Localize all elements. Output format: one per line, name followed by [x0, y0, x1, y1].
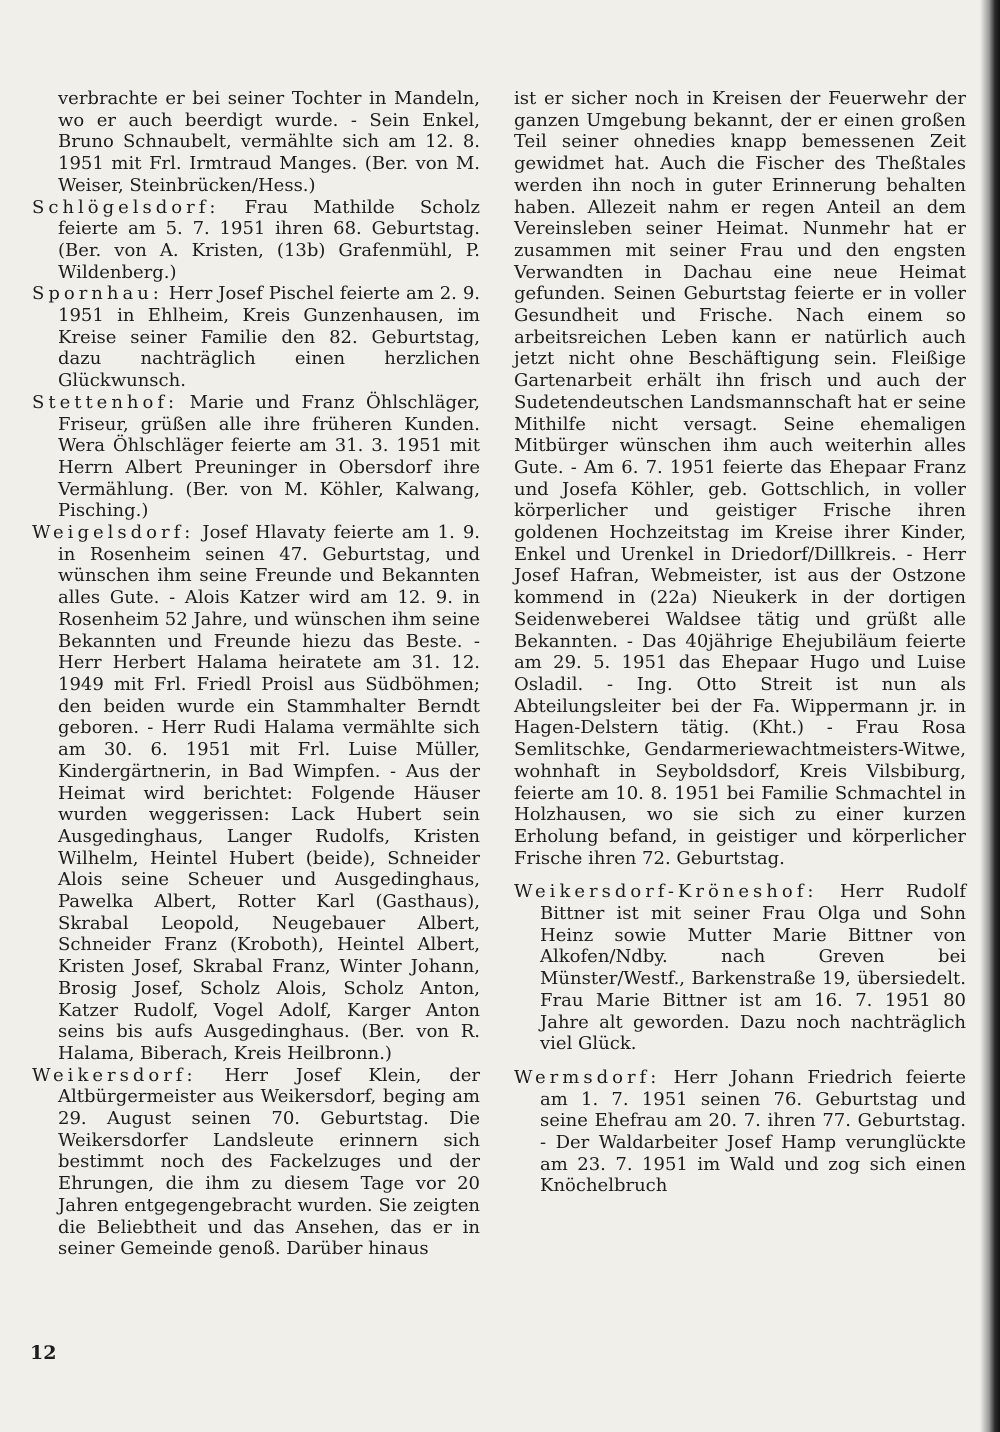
entry-text: Josef Hlavaty feierte am 1. 9. in Rosenheim seinen 47. Geburtstag, und wünschen ihm seine Freunde und Bekannten alles Gute. - Alois Katzer wird am 12. 9. in Rosenheim 52 Jahre, und wünschen ihm seine Bekannten und Freunde hiezu das Beste. - Herr Herbert Halama heiratete am 31. 12. 1949 mit Frl. Friedl Proisl aus Südböhmen; den beiden wurde ein Stammhalter Berndt geboren. - Herr Rudi Halama vermählte sich am 30. 6. 1951 mit Frl. Luise Müller, Kindergärtnerin, in Bad Wimpfen. - Aus der Heimat wird berichtet: Folgende Häuser wurden weggerissen: Lack Hubert sein Ausgedinghaus, Langer Rudolfs, Kristen Wilhelm, Heintel Hubert (beide), Schneider Alois seine Scheuer und Ausgedinghaus, Pawelka Albert, Rotter Karl (Gasthaus), Skrabal Leopold, Neugebauer Albert, Schneider Franz (Kroboth), Heintel Albert, Kristen Josef, Skrabal Franz, Winter Johann, Brosig Josef, Scholz Alois, Scholz Anton, Katzer Rudolf, Vogel Adolf, Karger Anton seins bis aufs Ausgedinghaus. (Ber. von R. Halama, Biberach, Kreis Heilbronn.) [58, 522, 480, 1064]
place-name: Schlögelsdorf: [32, 196, 220, 218]
place-name: Wermsdorf: [514, 1066, 661, 1088]
place-name: Weikersdorf-Kröneshof: [514, 881, 818, 903]
entry-paragraph [32, 1065, 480, 1260]
entry-paragraph [32, 283, 480, 392]
left-column [32, 88, 480, 1260]
entry-paragraph [32, 88, 480, 197]
entry-text: ist er sicher noch in Kreisen der Feuerwehr der ganzen Umgebung bekannt, der er einen großen Teil seiner ohnedies knapp bemessenen Zeit gewidmet hat. Auch die Fischer des Theßtales werden ihn noch in guter Erinnerung behalten haben. Allezeit nahm er regen Anteil an dem Vereinsleben seiner Heimat. Nunmehr hat er zusammen mit seiner Frau und den engsten Verwandten in Dachau eine neue Heimat gefunden. Seinen Geburtstag feierte er in voller Gesundheit und Frische. Nach einem so arbeitsreichen Leben kann er natürlich auch jetzt nicht ohne Beschäftigung sein. Fleißige Gartenarbeit erhält ihn frisch und auch der Sudetendeutschen Landsmannschaft hat er seine Mithilfe nicht versagt. Seine ehemaligen Mitbürger wünschen ihm auch weiterhin alles Gute. - Am 6. 7. 1951 feierte das Ehepaar Franz und Josefa Köhler, geb. Gottschlich, in voller körperlicher und geistiger Frische ihren goldenen Hochzeitstag im Kreise ihrer Kinder, Enkel und Urenkel in Driedorf/Dillkreis. - Herr Josef Hafran, Webmeister, ist aus der Ostzone kommend in (22a) Nieukerk in der dortigen Seidenweberei Waldsee tätig und grüßt alle Bekannten. - Das 40jährige Ehejubiläum feierte am 29. 5. 1951 das Ehepaar Hugo und Luise Osladil. - Ing. Otto Streit ist nun als Abteilungsleiter bei der Fa. Wippermann jr. in Hagen-Delstern tätig. (Kht.) - Frau Rosa Semlitschke, Gendarmeriewachtmeisters-Witwe, wohnhaft in Seyboldsdorf, Kreis Vilsbiburg, feierte am 10. 8. 1951 bei Familie Schmachtel in Holzhausen, wo sie sich zu einer kurzen Erholung befand, in geistiger und körperlicher Frische ihren 72. Geburtstag. [514, 88, 966, 869]
entry-text: Herr Josef Klein, der Altbürgermeister aus Weikersdorf, beging am 29. August seinen 70. Geburtstag. Die Weikersdorfer Landsleute erinnern sich bestimmt noch des Fackelzuges und der Ehrungen, die ihm zu diesem Tage vor 20 Jahren entgegengebracht wurden. Sie zeigten die Beliebtheit und das Ansehen, das er in seiner Gemeinde genoß. Darüber hinaus [58, 1064, 480, 1260]
place-name: Weikersdorf: [32, 1064, 197, 1086]
place-name: Spornhau: [32, 283, 163, 305]
entry-paragraph [514, 88, 966, 869]
entry-paragraph [32, 197, 480, 284]
entry-text: Herr Josef Pischel feierte am 2. 9. 1951 in Ehlheim, Kreis Gunzenhausen, im Kreise seiner Familie den 82. Geburtstag, dazu nachträglich einen herzlichen Glückwunsch. [58, 283, 480, 392]
place-name: Stettenhof: [32, 391, 179, 413]
entry-text: Marie und Franz Öhlschläger, Friseur, grüßen alle ihre früheren Kunden. Wera Öhlschläger feierte am 31. 3. 1951 mit Herrn Albert Preuninger in Obersdorf ihre Vermählung. (Ber. von M. Köhler, Kalwang, Pisching.) [58, 391, 480, 522]
page-edge-shadow [980, 0, 1000, 1432]
entry-text: Frau Mathilde Scholz feierte am 5. 7. 1951 ihren 68. Geburtstag. (Ber. von A. Kristen, (13b) Grafenmühl, P. Wildenberg.) [58, 196, 480, 283]
right-column [514, 88, 966, 1197]
entry-text: verbrachte er bei seiner Tochter in Mandeln, wo er auch beerdigt wurde. - Sein Enkel, Bruno Schnaubelt, vermählte sich am 12. 8. 1951 mit Frl. Irmtraud Manges. (Ber. von M. Weiser, Steinbrücken/Hess.) [58, 88, 480, 196]
page-number: 12 [30, 1342, 57, 1364]
entry-paragraph [514, 1067, 966, 1197]
entry-paragraph [32, 522, 480, 1065]
entry-text: Herr Rudolf Bittner ist mit seiner Frau Olga und Sohn Heinz sowie Mutter Marie Bittner von Alkofen/Ndby. nach Greven bei Münster/Westf., Barkenstraße 19, übersiedelt. Frau Marie Bittner ist am 16. 7. 1951 80 Jahre alt geworden. Dazu noch nachträglich viel Glück. [540, 881, 966, 1055]
entry-paragraph [514, 881, 966, 1055]
entry-paragraph [32, 392, 480, 522]
place-name: Weigelsdorf: [32, 522, 195, 544]
entry-text: Herr Johann Friedrich feierte am 1. 7. 1951 seinen 76. Geburtstag und seine Ehefrau am 20. 7. ihren 77. Geburtstag. - Der Waldarbeiter Josef Hamp verunglückte am 23. 7. 1951 im Wald und zog sich einen Knöchelbruch [540, 1066, 966, 1197]
